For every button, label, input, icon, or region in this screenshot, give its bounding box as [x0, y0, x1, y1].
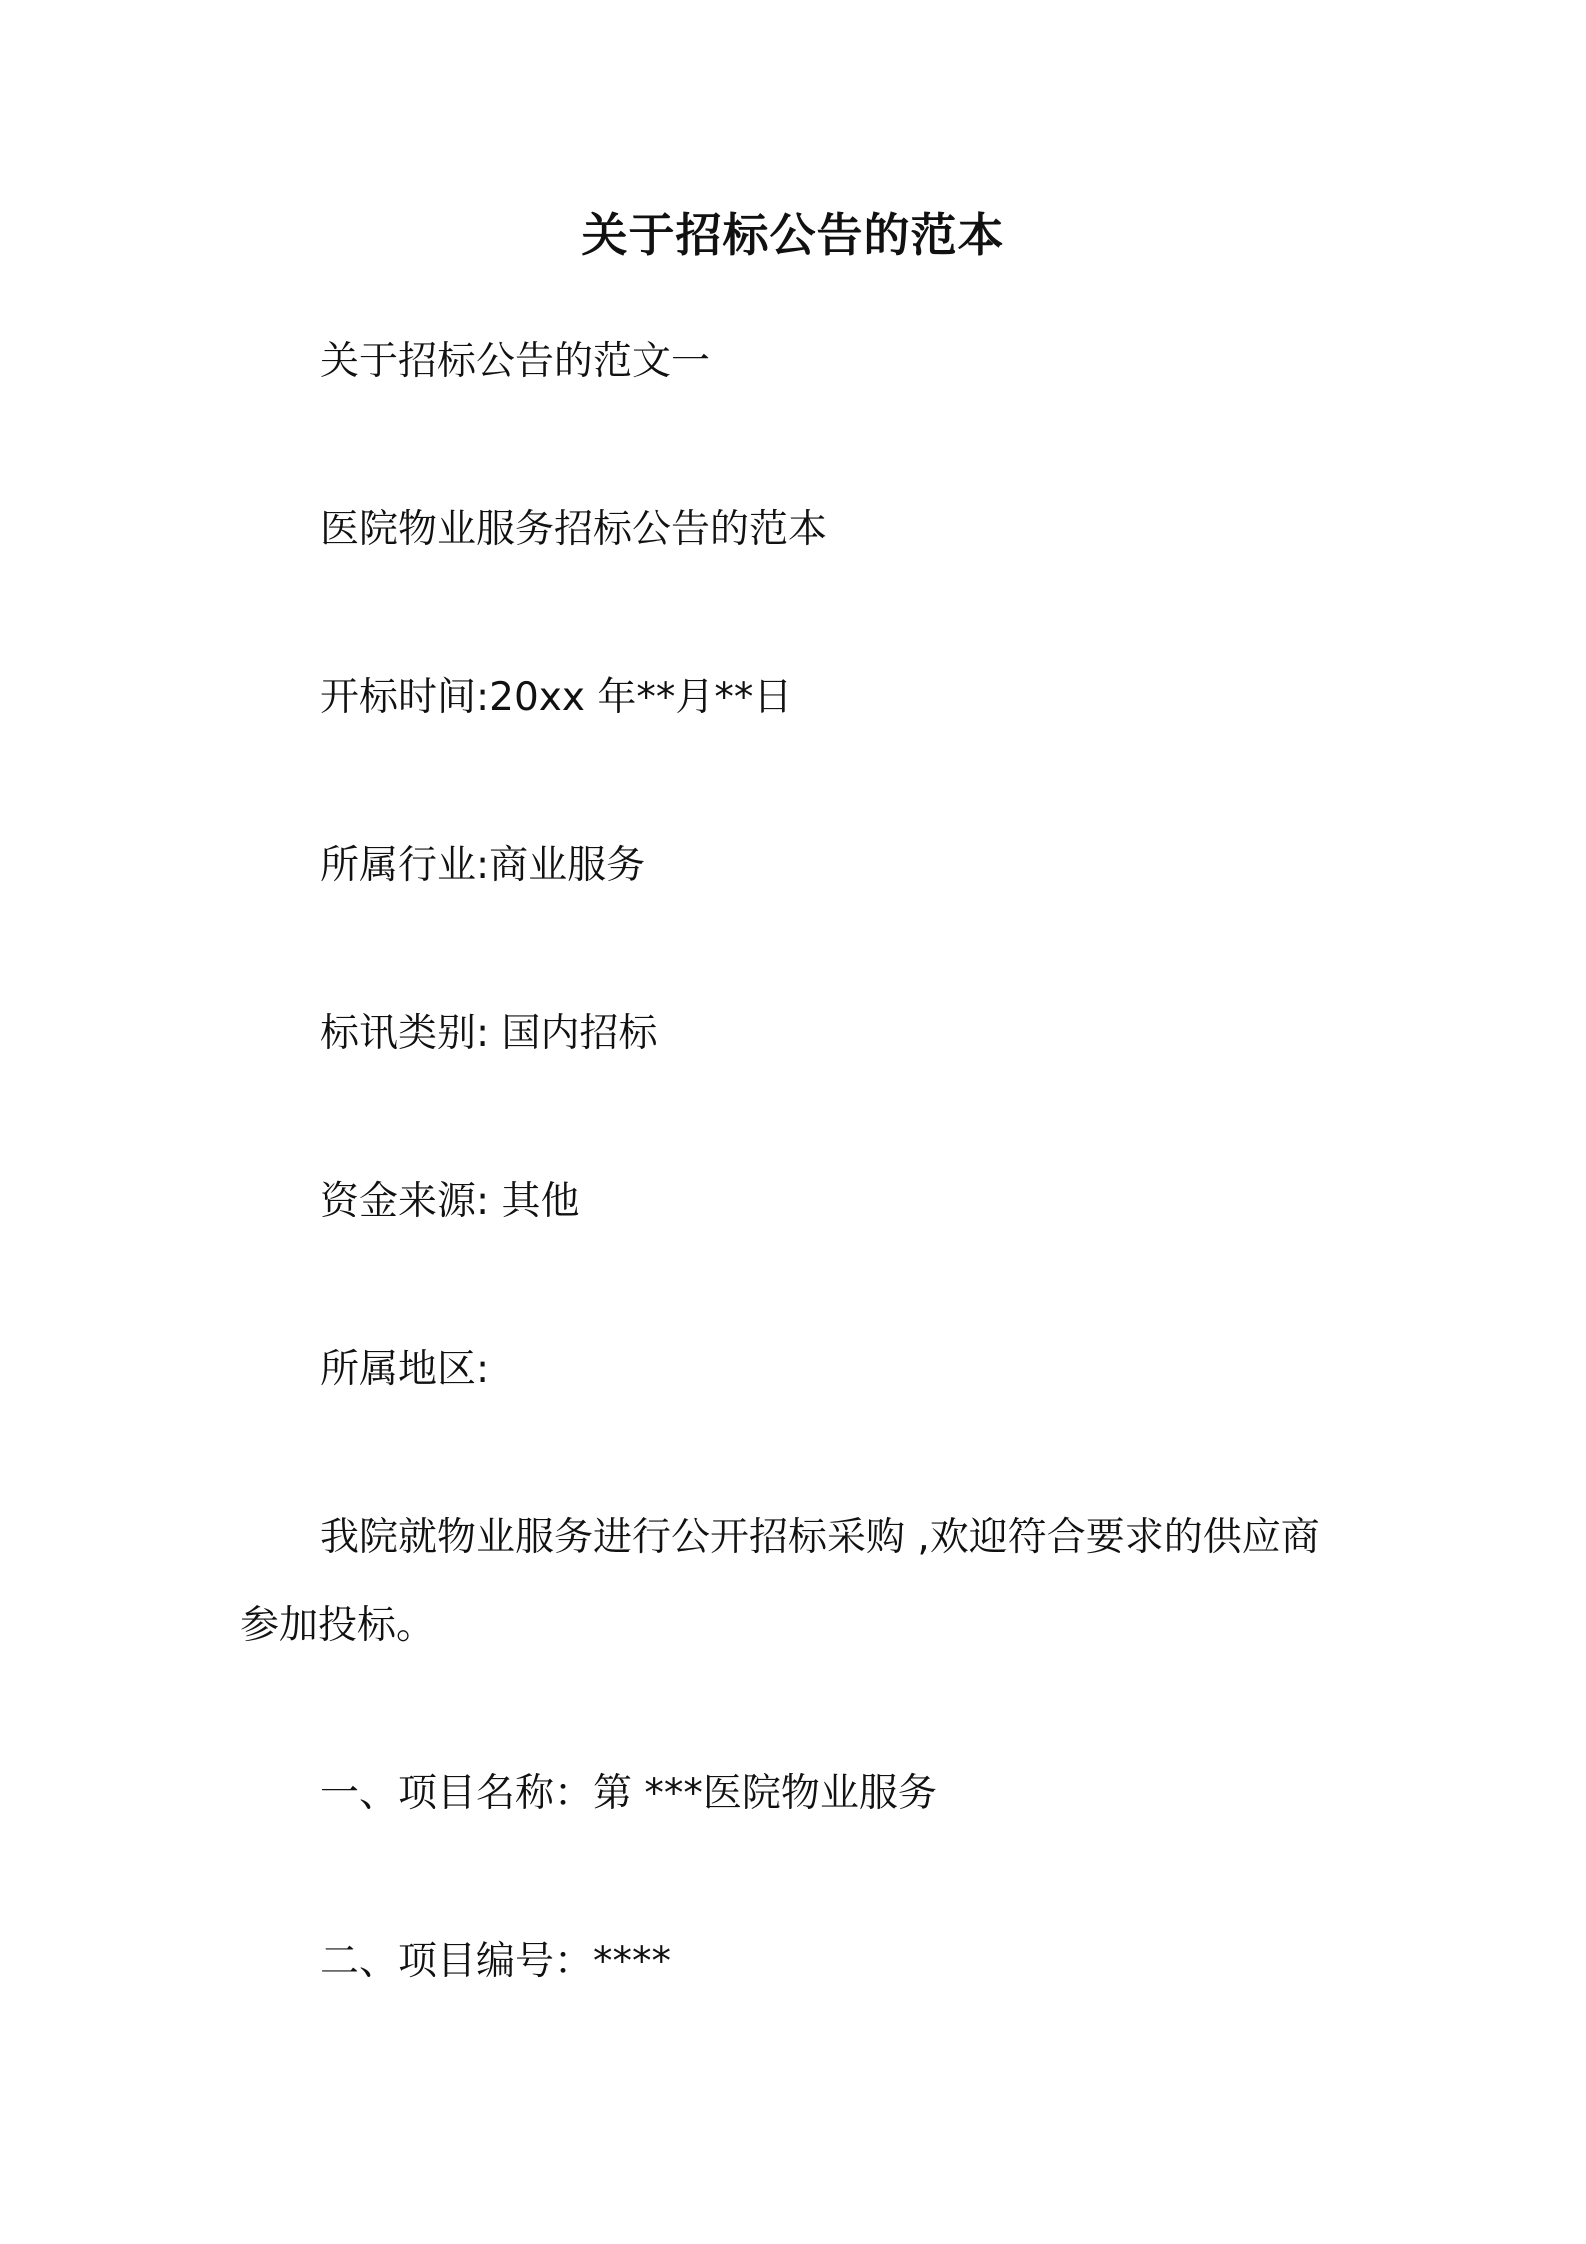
document-title: 关于招标公告的范本 [581, 208, 1005, 262]
region-line: 所属地区: [320, 1347, 490, 1392]
industry-line: 所属行业:商业服务 [320, 843, 646, 888]
paragraph-second-line: 参加投标。 [240, 1603, 436, 1648]
paragraph-first-line: 我院就物业服务进行公开招标采购 ,欢迎符合要求的供应商 [320, 1515, 1320, 1560]
announcement-name-line: 医院物业服务招标公告的范本 [320, 507, 828, 552]
project-name-item: 一、项目名称：第 ***医院物业服务 [320, 1771, 937, 1816]
subtitle-line: 关于招标公告的范文一 [320, 339, 711, 384]
tender-category-line: 标讯类别: 国内招标 [320, 1011, 658, 1056]
project-number-item: 二、项目编号：**** [320, 1939, 672, 1984]
fund-source-line: 资金来源: 其他 [320, 1179, 580, 1224]
bid-opening-time-line: 开标时间:20xx 年**月**日 [320, 675, 793, 720]
